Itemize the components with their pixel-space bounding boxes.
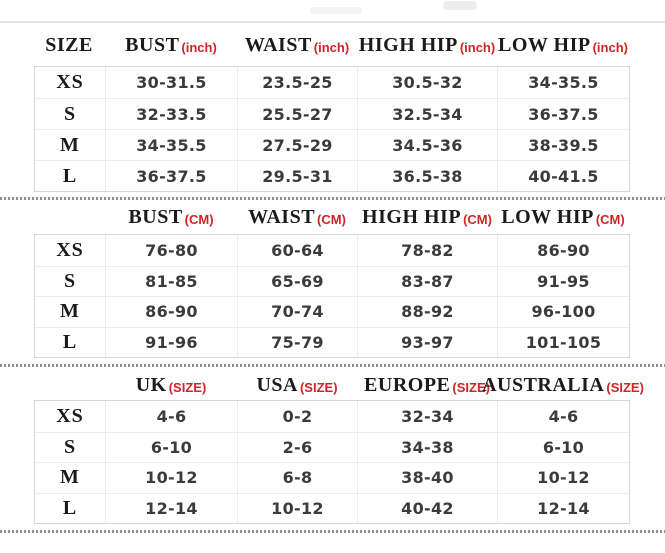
header-unit: (SIZE) xyxy=(168,379,207,395)
value-cell: 30-31.5 xyxy=(105,67,237,98)
value-cell: 6-8 xyxy=(237,463,357,493)
table-body xyxy=(34,66,630,192)
value-cell: 4-6 xyxy=(105,401,237,432)
value-cell: 32-33.5 xyxy=(105,99,237,129)
header-label: HIGH HIP xyxy=(362,205,462,228)
value-cell: 25.5-27 xyxy=(237,99,357,129)
value-cell: 10-12 xyxy=(105,463,237,493)
value-cell: 4-6 xyxy=(497,401,629,432)
value-cell: 12-14 xyxy=(105,494,237,524)
value-cell: 75-79 xyxy=(237,328,357,358)
header-unit: (CM) xyxy=(463,211,492,227)
value-cell: 6-10 xyxy=(497,433,629,463)
column-header-europe xyxy=(357,370,497,400)
header-label: BUST xyxy=(125,33,180,56)
value-cell: 23.5-25 xyxy=(237,67,357,98)
size-table-inches xyxy=(34,30,630,192)
size-cell: XS xyxy=(56,238,84,261)
top-divider-line xyxy=(0,21,665,23)
column-header-australia xyxy=(482,370,644,400)
column-header-waist-inch xyxy=(237,30,357,60)
size-cell: L xyxy=(62,330,78,353)
table-body xyxy=(34,400,630,524)
column-header-waist-cm xyxy=(237,202,357,232)
header-label: HIGH HIP xyxy=(358,33,458,56)
table-row xyxy=(35,296,629,327)
value-cell: 88-92 xyxy=(357,297,497,327)
column-header-high-hip-cm xyxy=(357,202,497,232)
size-cell: S xyxy=(63,102,77,125)
value-cell: 91-95 xyxy=(497,267,629,297)
header-label: WAIST xyxy=(248,205,316,228)
value-cell: 34-38 xyxy=(357,433,497,463)
column-header-usa xyxy=(237,370,357,400)
value-cell: 93-97 xyxy=(357,328,497,358)
table-row xyxy=(35,462,629,493)
value-cell: 38-40 xyxy=(357,463,497,493)
size-cell: XS xyxy=(56,71,84,93)
table-header-row xyxy=(35,202,629,232)
table-row xyxy=(35,266,629,297)
header-unit: (inch) xyxy=(592,39,628,55)
value-cell: 10-12 xyxy=(237,494,357,524)
table-row xyxy=(35,160,629,191)
value-cell: 91-96 xyxy=(105,328,237,358)
table-row xyxy=(35,129,629,160)
column-header-bust-cm xyxy=(105,202,237,232)
header-label: UK xyxy=(135,373,167,396)
value-cell: 6-10 xyxy=(105,433,237,463)
header-unit: (CM) xyxy=(184,211,214,227)
header-label: USA xyxy=(256,373,298,396)
size-cell: M xyxy=(60,133,80,156)
header-label: BUST xyxy=(128,205,183,228)
column-header-empty xyxy=(35,202,105,232)
header-unit: (inch) xyxy=(181,39,217,55)
header-unit: (inch) xyxy=(313,39,350,55)
value-cell: 27.5-29 xyxy=(237,130,357,160)
dashed-separator xyxy=(0,197,665,200)
value-cell: 101-105 xyxy=(497,328,629,358)
value-cell: 86-90 xyxy=(105,297,237,327)
header-unit: (SIZE) xyxy=(606,379,644,395)
table-row xyxy=(35,432,629,463)
value-cell: 36.5-38 xyxy=(357,161,497,191)
header-label: AUSTRALIA xyxy=(482,373,605,396)
value-cell: 60-64 xyxy=(237,235,357,266)
value-cell: 36-37.5 xyxy=(497,99,629,129)
value-cell: 86-90 xyxy=(497,235,629,266)
size-cell: S xyxy=(63,269,77,292)
table-row xyxy=(35,98,629,129)
table-row xyxy=(35,327,629,358)
value-cell: 30.5-32 xyxy=(357,67,497,98)
value-cell: 38-39.5 xyxy=(497,130,629,160)
size-cell: L xyxy=(62,496,78,519)
value-cell: 40-41.5 xyxy=(497,161,629,191)
header-label: WAIST xyxy=(244,33,312,56)
size-table-cm xyxy=(34,202,630,358)
header-unit: (CM) xyxy=(317,211,346,227)
value-cell: 78-82 xyxy=(357,235,497,266)
size-cell: L xyxy=(62,164,78,187)
header-unit: (CM) xyxy=(595,211,625,227)
table-row xyxy=(35,235,629,266)
column-header-high-hip-inch xyxy=(357,30,497,60)
table-row xyxy=(35,67,629,98)
value-cell: 40-42 xyxy=(357,494,497,524)
dashed-separator xyxy=(0,530,665,533)
table-row xyxy=(35,493,629,524)
value-cell: 34-35.5 xyxy=(497,67,629,98)
header-unit: (SIZE) xyxy=(452,379,490,395)
value-cell: 2-6 xyxy=(237,433,357,463)
value-cell: 96-100 xyxy=(497,297,629,327)
value-cell: 32.5-34 xyxy=(357,99,497,129)
header-label: LOW HIP xyxy=(501,205,594,228)
value-cell: 12-14 xyxy=(497,494,629,524)
header-label: SIZE xyxy=(45,33,93,56)
header-unit: (inch) xyxy=(459,39,496,55)
value-cell: 81-85 xyxy=(105,267,237,297)
size-cell: S xyxy=(63,435,77,458)
value-cell: 70-74 xyxy=(237,297,357,327)
table-row xyxy=(35,401,629,432)
value-cell: 32-34 xyxy=(357,401,497,432)
value-cell: 34-35.5 xyxy=(105,130,237,160)
size-table-international xyxy=(34,370,644,524)
value-cell: 83-87 xyxy=(357,267,497,297)
value-cell: 10-12 xyxy=(497,463,629,493)
value-cell: 0-2 xyxy=(237,401,357,432)
header-label: EUROPE xyxy=(364,373,451,396)
table-header-row xyxy=(35,370,644,400)
table-header-row xyxy=(35,30,629,60)
column-header-low-hip-inch xyxy=(497,30,629,60)
size-cell: M xyxy=(60,300,80,323)
column-header-empty xyxy=(35,370,105,400)
size-cell: M xyxy=(60,466,80,489)
artifact-smudge xyxy=(443,1,477,10)
size-cell: XS xyxy=(56,404,84,427)
value-cell: 36-37.5 xyxy=(105,161,237,191)
column-header-bust-inch xyxy=(105,30,237,60)
value-cell: 34.5-36 xyxy=(357,130,497,160)
column-header-size xyxy=(35,30,105,60)
value-cell: 76-80 xyxy=(105,235,237,266)
value-cell: 65-69 xyxy=(237,267,357,297)
dashed-separator xyxy=(0,364,665,367)
column-header-low-hip-cm xyxy=(497,202,629,232)
column-header-uk xyxy=(105,370,237,400)
header-unit: (SIZE) xyxy=(299,379,338,395)
value-cell: 29.5-31 xyxy=(237,161,357,191)
artifact-smudge xyxy=(310,7,362,14)
header-label: LOW HIP xyxy=(498,33,591,56)
table-body xyxy=(34,234,630,358)
